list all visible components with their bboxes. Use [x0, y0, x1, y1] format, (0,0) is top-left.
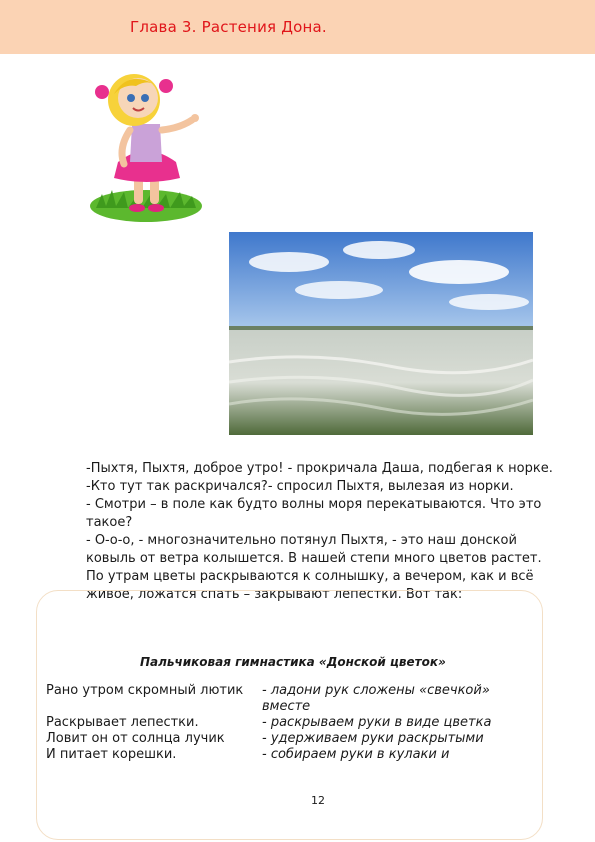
- page-number: 12: [311, 794, 325, 807]
- action-instruction: - ладони рук сложены «свечкой» вместе: [262, 683, 490, 714]
- girl-illustration: [88, 58, 214, 226]
- action-instruction: - собираем руки в кулаки и: [262, 747, 450, 762]
- action-instruction: - раскрываем руки в виде цветка: [262, 715, 492, 730]
- story-text: [86, 460, 556, 604]
- story-line: -Кто тут так раскричался?- спросил Пыхтя, вылезая из норки.: [86, 479, 514, 494]
- gymnastics-row: [46, 747, 536, 763]
- verse-line: Ловит он от солнца лучик: [46, 731, 225, 746]
- gymnastics-table: [46, 683, 536, 763]
- verse-line: И питает корешки.: [46, 747, 177, 762]
- story-line: -Пыхтя, Пыхтя, доброе утро! - прокричала Даша, подбегая к норке.: [86, 461, 553, 476]
- action-instruction: - удерживаем руки раскрытыми: [262, 731, 484, 746]
- verse-line: Раскрывает лепестки.: [46, 715, 199, 730]
- verse-line: Рано утром скромный лютик: [46, 683, 244, 698]
- story-line: - О-о-о, - многозначительно потянул Пыхтя, - это наш донской ковыль от ветра колышется. В нашей степи много цветов растет. По утрам цветы раскрываются к солнышку, а вечером, как и всё живое, ложатся спать – закрывают лепестки. Вот так:: [86, 533, 542, 602]
- chapter-title: Глава 3. Растения Дона.: [130, 18, 327, 36]
- gymnastics-row: [46, 731, 536, 747]
- gymnastics-title: Пальчиковая гимнастика «Донской цветок»: [140, 655, 446, 669]
- story-line: - Смотри – в поле как будто волны моря перекатываются. Что это такое?: [86, 497, 542, 530]
- gymnastics-row: [46, 715, 536, 731]
- feather-grass-steppe-photo: [229, 232, 533, 435]
- gymnastics-row: [46, 683, 536, 715]
